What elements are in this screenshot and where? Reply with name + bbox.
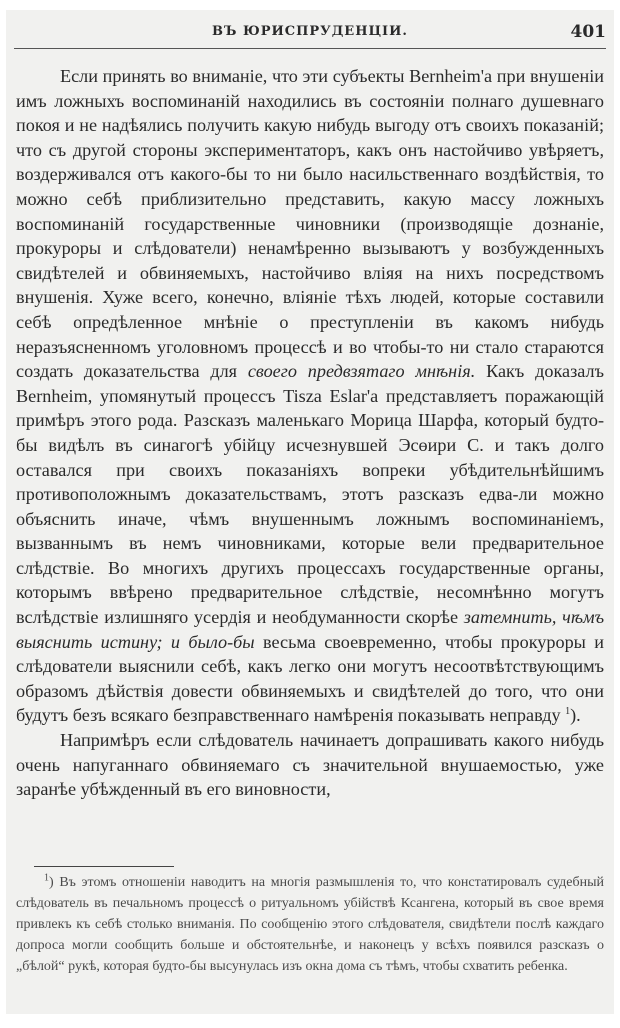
footnote-text: ) Въ этомъ отношеніи наводитъ на многія размышленія то, что констатировалъ судебный слѣдователь въ печальномъ процессѣ о ритуальномъ убійствѣ Ксангена, который въ свое время привлекъ къ себѣ столько вниманія. По сообщенію этого слѣдователя, свидѣтели послѣ каждаго допроса могли сообщить больше и обстоятельнѣе, и наконецъ у всѣхъ появился разсказъ о „бѣлой“ рукѣ, которая будто-бы высунулась изъ окна дома съ тѣмъ, чтобы схватить ребенка. (16, 875, 604, 974)
page-header (6, 10, 614, 50)
footnote-marker: 1 (44, 872, 49, 884)
header-rule (14, 48, 606, 49)
text-run: Напримѣръ если слѣдователь начинаетъ допрашивать какого нибудь очень напуганнаго обвиняемаго съ значительной внушаемостью, уже заранѣе убѣжденный въ его виновности, (16, 730, 604, 800)
footnote-rule (34, 866, 174, 867)
text-run (163, 632, 171, 652)
text-run: Если принять во вниманіе, что эти субъекты Bernheim'а при внушеніи имъ ложныхъ воспоминаній находились въ состояніи полнаго душевнаго покоя и не надѣялись получить какую нибудь выгоду отъ своихъ показаній; что съ другой стороны экспериментаторъ, какъ онъ настойчиво увѣряетъ, воздерживался отъ какого-бы то ни было насильственнаго воздѣйствія, то можно себѣ приблизительно представить, какую массу ложныхъ воспоминаній государственные чиновники (производящіе дознаніе, прокуроры и слѣдователи) ненамѣренно вызываютъ у возбужденныхъ свидѣтелей и обвиняемыхъ, настойчиво вліяя на нихъ посредствомъ внушенія. Хуже всего, конечно, вліяніе тѣхъ людей, которые составили себѣ опредѣленное мнѣніе о преступленіи въ какомъ нибудь неразъясненномъ уголовномъ процессѣ и во чтобы-то ни стало стараются создать доказательства для (16, 66, 604, 382)
text-run: ). (570, 705, 581, 726)
footnote-reference: 1 (565, 706, 571, 718)
emphasis-text: затемнить, чѣмъ выяснить истину; (16, 607, 605, 652)
footnote (16, 872, 604, 977)
page-number: 401 (570, 22, 606, 42)
body-text (16, 64, 604, 802)
paragraph-1 (16, 64, 604, 728)
running-title: ВЪ ЮРИСПРУДЕНЦІИ. (212, 24, 408, 39)
emphasis-text: и было-бы (170, 631, 255, 652)
emphasis-text: своего предвзятаго мнѣнія. (247, 361, 476, 382)
book-page (6, 10, 614, 1014)
text-run: Какъ доказалъ Bernheim, упомянутый процессъ Tisza Eslar'а представляетъ поражающій примѣръ этого рода. Разсказъ маленькаго Морица Шарфа, который будто-бы видѣлъ въ синагогѣ убійцу исчезнувшей Эсөири С. и такъ долго оставался при своихъ показаніяхъ вопреки убѣдительнѣйшимъ противоположнымъ доказательствамъ, этотъ разсказъ едва-ли можно объяснить иначе, чѣмъ внушеннымъ ложнымъ воспоминаніемъ, вызваннымъ въ немъ чиновниками, которые вели предварительное слѣдствіе. Во многихъ другихъ процессахъ государственные органы, которымъ ввѣрено предварительное слѣдствіе, несомнѣнно могутъ вслѣдствіе излишняго усердія и необдуманности скорѣе (16, 361, 604, 628)
paragraph-2 (16, 728, 604, 802)
text-run: весьма своевременно, чтобы прокуроры и слѣдователи выяснили себѣ, какъ легко они могутъ несоотвѣтствующимъ образомъ дѣйствія довести обвиняемыхъ и свидѣтелей до того, что они будутъ безъ всякаго безправственнаго намѣренія показывать неправду (16, 631, 605, 726)
